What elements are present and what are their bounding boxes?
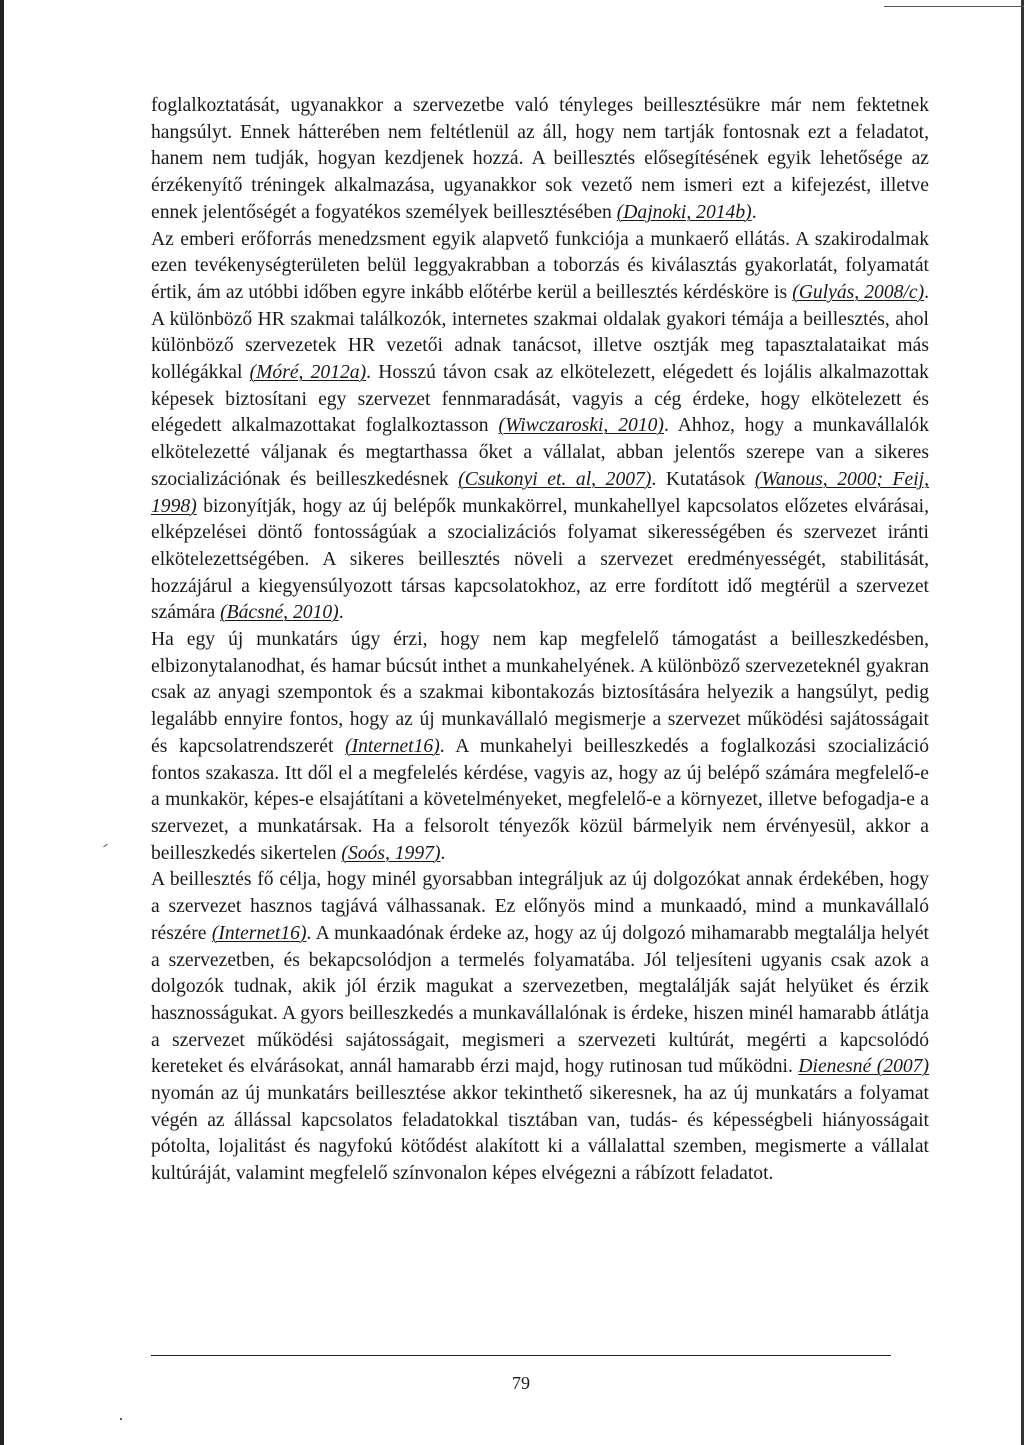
citation: Dienesné (2007) bbox=[798, 1056, 929, 1078]
paragraph-text: bizonyítják, hogy az új belépők munkakörrel, munkahellyel kapcsolatos előzetes elvárásai, elképzelései döntő fontosságúak a szocializációs folyamat sikerességében és szervezet iránti elkötelezettségében. A sikeres beillesztés növeli a szervezet eredményességét, stabilitását, hozzájárul a kiegyensúlyozott társas kapcsolatokhoz, az erre fordított idő megtérül a szervezet számára bbox=[151, 495, 929, 624]
citation: (Gulyás, 2008/c) bbox=[792, 281, 925, 303]
page-number: 79 bbox=[512, 1373, 530, 1393]
citation: (Bácsné, 2010) bbox=[220, 602, 339, 624]
body-text bbox=[151, 93, 929, 1188]
paragraph-text: A beillesztés fő célja, hogy minél gyorsabban integráljuk az új dolgozókat annak érdekében, hogy a szervezet hasznos tagjává válhassanak. Ez előnyös mind a munkaadó, mind a munkavállaló részére bbox=[151, 869, 929, 944]
citation: (Dajnoki, 2014b) bbox=[616, 201, 752, 223]
paragraph bbox=[151, 627, 929, 867]
citation: (Wiwczaroski, 2010) bbox=[498, 415, 664, 437]
citation: (Móré, 2012a) bbox=[249, 362, 367, 384]
citation: (Soós, 1997) bbox=[341, 842, 441, 864]
paragraph-text: . bbox=[440, 842, 446, 864]
scan-border-left bbox=[0, 0, 4, 1445]
citation: (Csukonyi et. al, 2007) bbox=[458, 468, 652, 490]
paragraph-text: foglalkoztatását, ugyanakkor a szervezetbe való tényleges beillesztésükre már nem fektetnek hangsúlyt. Ennek hátterében nem feltétlenül az áll, hogy nem tartják fontosnak ezt a feladatot, hanem nem tudják, hogyan kezdjenek hozzá. A beillesztés elősegítésének egyik lehetősége az érzékenyítő tréningek alkalmazása, ugyanakkor sok vezető nem ismeri ezt a kifejezést, illetve ennek jelentőségét a fogyatékos személyek beillesztésében bbox=[151, 95, 929, 223]
paragraph-text: . Kutatások bbox=[651, 468, 755, 490]
citation: (Wanous, 2000; Feij, 1998) bbox=[151, 468, 929, 517]
paragraph-text: Ha egy új munkatárs úgy érzi, hogy nem kap megfelelő támogatást a beilleszkedésben, elbizonytalanodhat, és hamar búcsút inthet a munkahelyének. A különböző szervezeteknél gyakran csak az anyagi szempontok és a szakmai kibontakozás biztosítására helyezik a hangsúlyt, pedig legalább ennyire fontos, hogy az új munkavállaló megismerje a szervezet működési sajátosságait és kapcsolatrendszerét bbox=[151, 629, 929, 757]
paragraph-text: . bbox=[751, 201, 757, 223]
scan-border-top bbox=[884, 6, 1024, 7]
paragraph-text: . A különböző HR szakmai találkozók, internetes szakmai oldalak gyakori témája a beillesztés, ahol különböző szervezetek HR vezetői adnak tanácsot, illetve osztják meg tapasztalataikat más kollégákkal bbox=[151, 281, 929, 384]
paragraph-text: . A munkahelyi beilleszkedés a foglalkozási szocializáció fontos szakasza. Itt dől el a megfelelés kérdése, vagyis az, hogy az új belépő számára megfelelő-e a munkakör, képes-e elsajátítani a követelményeket, megfelelő-e a környezet, illetve befogadja-e a szervezet, a munkatársak. Ha a felsorolt tényezők közül bármelyik nem érvényesül, akkor a beilleszkedés sikertelen bbox=[151, 735, 929, 864]
paragraph-text: . bbox=[338, 602, 344, 624]
citation: (Internet16) bbox=[211, 922, 307, 944]
paragraph-text: . Hosszú távon csak az elkötelezett, elégedett és lojális alkalmazottak képesek biztosítani egy szervezet fennmaradását, vagyis a cég érdeke, hogy elkötelezett és elégedett alkalmazottakat foglalkoztasson bbox=[151, 362, 929, 437]
paragraph bbox=[151, 93, 929, 227]
paragraph-text: nyomán az új munkatárs beillesztése akkor tekinthető sikeresnek, ha az új munkatárs a folyamat végén az állással kapcsolatos feladatokkal tisztában van, tudás- és képességbeli hiányosságait pótolta, lojalitást és nagyfokú kötődést alakított ki a vállalattal szemben, megismerte a vállalat kultúráját, valamint megfelelő színvonalon képes elvégezni a rábízott feladatot. bbox=[151, 1083, 929, 1185]
paragraph-text: . Ahhoz, hogy a munkavállalók elkötelezetté váljanak és megtarthassa őket a vállalat, abban jelentős szerepe van a sikeres szocializációnak és beilleszkedésnek bbox=[151, 415, 930, 490]
scan-speck bbox=[103, 844, 108, 848]
footnote-separator bbox=[151, 1355, 891, 1356]
citation: (Internet16) bbox=[345, 735, 440, 757]
paragraph-text: Az emberi erőforrás menedzsment egyik alapvető funkciója a munkaerő ellátás. A szakirodalmak ezen tevékenységterületen belül leggyakrabban a toborzás és kiválasztás gyakorlatát, folyamatát értik, ám az utóbbi időben egyre inkább előtérbe kerül a beillesztés kérdésköre is bbox=[151, 228, 929, 303]
paragraph bbox=[151, 867, 929, 1187]
paragraph bbox=[151, 227, 929, 628]
scan-speck bbox=[120, 1418, 122, 1420]
paragraph-text: . A munkaadónak érdeke az, hogy az új dolgozó mihamarabb megtalálja helyét a szervezetben, és bekapcsolódjon a termelés folyamatába. Jól teljesíteni ugyanis csak azok a dolgozók tudnak, akik jól érzik magukat a szervezetben, megtalálják saját helyüket és érzik hasznosságukat. A gyors beilleszkedés a munkavállalónak is érdeke, hiszen minél hamarabb átlátja a szervezet működési sajátosságait, megismeri a szervezeti kultúrát, megérti a kapcsolódó kereteket és elvárásokat, annál hamarabb érzi majd, hogy rutinosan tud működni. bbox=[151, 922, 929, 1078]
